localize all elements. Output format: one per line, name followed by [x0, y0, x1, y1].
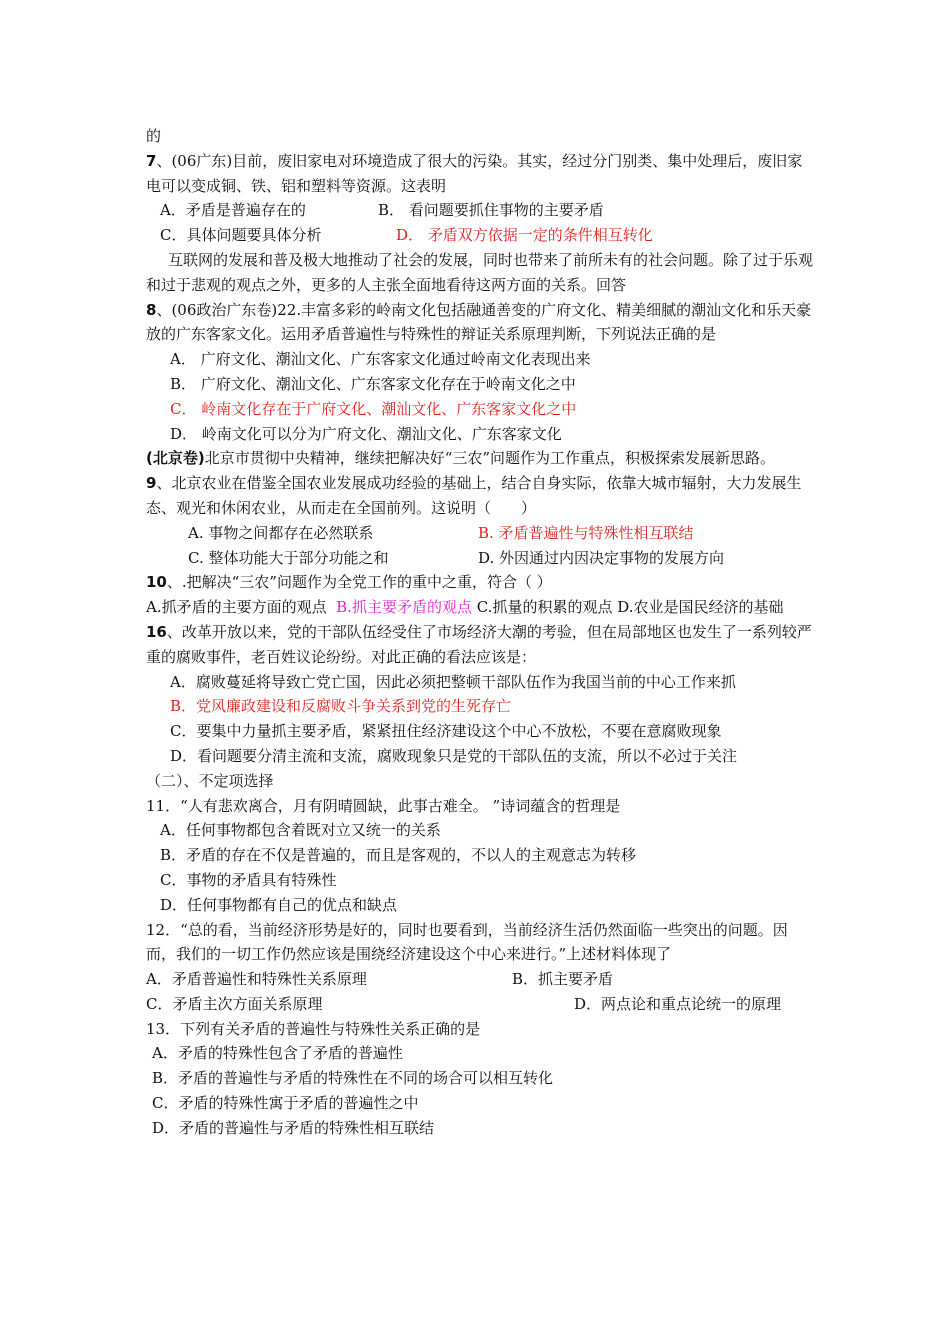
option-b: B．抓主要矛盾 [512, 970, 614, 989]
beijing-intro [146, 446, 814, 471]
question-9-options-ab [146, 521, 814, 546]
option-b: B．矛盾的普遍性与矛盾的特殊性在不同的场合可以相互转化 [152, 1069, 554, 1088]
question-16 [146, 620, 814, 670]
option-a: A．腐败蔓延将导致亡党亡国，因此必须把整顿干部队伍作为我国当前的中心工作来抓 [170, 672, 736, 691]
option-d: D．任何事物都有自己的优点和缺点 [160, 895, 398, 914]
section-heading: （二）、不定项选择 [146, 771, 274, 790]
option-c: C．矛盾主次方面关系原理 [146, 994, 323, 1013]
question-text: 、北京农业在借鉴全国农业发展成功经验的基础上，结合自身实际，依靠大城市辐射，大力发展生态、观光和休闲农业，从而走在全国前列。这说明（ ） [146, 474, 802, 517]
question-10-options [146, 595, 814, 620]
question-text: 、改革开放以来，党的干部队伍经受住了市场经济大潮的考验，但在局部地区也发生了一系列较严重的腐败事件，老百姓议论纷纷。对此正确的看法应该是： [146, 622, 812, 666]
option-b: B．矛盾的存在不仅是普遍的，而且是客观的，不以人的主观意志为转移 [160, 846, 637, 865]
beijing-label: (北京卷) [146, 449, 205, 468]
question-text: 、.把解决“三农”问题作为全党工作的重中之重，符合（ ） [166, 573, 552, 592]
option-c: C．事物的矛盾具有特殊性 [160, 870, 337, 889]
option-b-answer: B.抓主要矛盾的观点 [336, 598, 472, 617]
question-number: 7 [146, 151, 157, 170]
question-number: 9 [146, 474, 157, 493]
question-10 [146, 570, 814, 595]
top-fragment: 的 [146, 127, 162, 145]
option-d: D. 外因通过内因决定事物的发展方向 [478, 548, 725, 567]
question-8 [146, 298, 814, 348]
option-a: A．矛盾的特殊性包含了矛盾的普遍性 [152, 1044, 403, 1063]
option-d: D.农业是国民经济的基础 [617, 598, 784, 617]
option-b: B． 看问题要抓住事物的主要矛盾 [378, 201, 604, 220]
question-9-options-cd [146, 546, 814, 571]
option-c-answer: C． 岭南文化存在于广府文化、潮汕文化、广东客家文化之中 [170, 399, 577, 418]
question-7-options-ab [146, 198, 814, 223]
option-a: A． 广府文化、潮汕文化、广东客家文化通过岭南文化表现出来 [170, 350, 591, 369]
option-b: B． 广府文化、潮汕文化、广东客家文化存在于岭南文化之中 [170, 374, 576, 393]
option-a: A．任何事物都包含着既对立又统一的关系 [160, 821, 441, 840]
option-c: C．要集中力量抓主要矛盾，紧紧扭住经济建设这个中心不放松，不要在意腐败现象 [170, 722, 722, 741]
option-c: C.抓量的积累的观点 [476, 598, 613, 617]
option-c: C．具体问题要具体分析 [160, 226, 322, 245]
question-9 [146, 471, 814, 521]
question-7-options-cd [146, 223, 814, 248]
question-11: 11．“人有悲欢离合，月有阴晴圆缺，此事古难全。 ”诗词蕴含的哲理是 [146, 796, 621, 815]
question-7 [146, 149, 814, 199]
question-text: 、(06广东)目前，废旧家电对环境造成了很大的污染。其实，经过分门别类、集中处理后，废旧家电可以变成铜、铁、铝和塑料等资源。这表明 [146, 151, 803, 195]
option-d: D． 岭南文化可以分为广府文化、潮汕文化、广东客家文化 [170, 424, 562, 443]
option-d: D．两点论和重点论统一的原理 [574, 994, 782, 1013]
internet-paragraph: 互联网的发展和普及极大地推动了社会的发展，同时也带来了前所未有的社会问题。除了过于乐观和过于悲观的观点之外，更多的人主张全面地看待这两方面的关系。回答 [146, 250, 814, 294]
option-b-answer: B．党风廉政建设和反腐败斗争关系到党的生死存亡 [170, 697, 512, 716]
option-d: D．看问题要分清主流和支流，腐败现象只是党的干部队伍的支流，所以不必过于关注 [170, 746, 738, 765]
option-d-answer: D． 矛盾双方依据一定的条件相互转化 [396, 226, 653, 245]
question-text: 、(06政治广东卷)22.丰富多彩的岭南文化包括融通善变的广府文化、精美细腻的潮汕文化和乐天豪放的广东客家文化。运用矛盾普遍性与特殊性的辩证关系原理判断，下列说法正确的是 [146, 300, 812, 344]
option-a: A.抓矛盾的主要方面的观点 [146, 598, 327, 617]
beijing-text: 北京市贯彻中央精神，继续把解决好“三农”问题作为工作重点，积极探索发展新思路。 [204, 449, 776, 468]
option-b-answer: B. 矛盾普遍性与特殊性相互联结 [478, 523, 694, 542]
option-d: D．矛盾的普遍性与矛盾的特殊性相互联结 [152, 1118, 435, 1137]
option-a: A．矛盾普遍性和特殊性关系原理 [146, 970, 367, 989]
question-12-options-ab [146, 967, 814, 992]
question-13: 13．下列有关矛盾的普遍性与特殊性关系正确的是 [146, 1019, 481, 1038]
question-12-options-cd [146, 992, 814, 1017]
option-a: A．矛盾是普遍存在的 [160, 201, 306, 220]
document-page [146, 124, 814, 1141]
question-number: 16 [146, 622, 167, 641]
question-12: 12．“总的看，当前经济形势是好的，同时也要看到，当前经济生活仍然面临一些突出的问题。因而，我们的一切工作仍然应该是围绕经济建设这个中心来进行。”上述材料体现了 [146, 920, 788, 964]
option-c: C. 整体功能大于部分功能之和 [188, 548, 389, 567]
question-number: 8 [146, 300, 157, 319]
option-a: A. 事物之间都存在必然联系 [188, 523, 374, 542]
question-number: 10 [146, 573, 167, 592]
option-c: C．矛盾的特殊性寓于矛盾的普遍性之中 [152, 1094, 419, 1113]
